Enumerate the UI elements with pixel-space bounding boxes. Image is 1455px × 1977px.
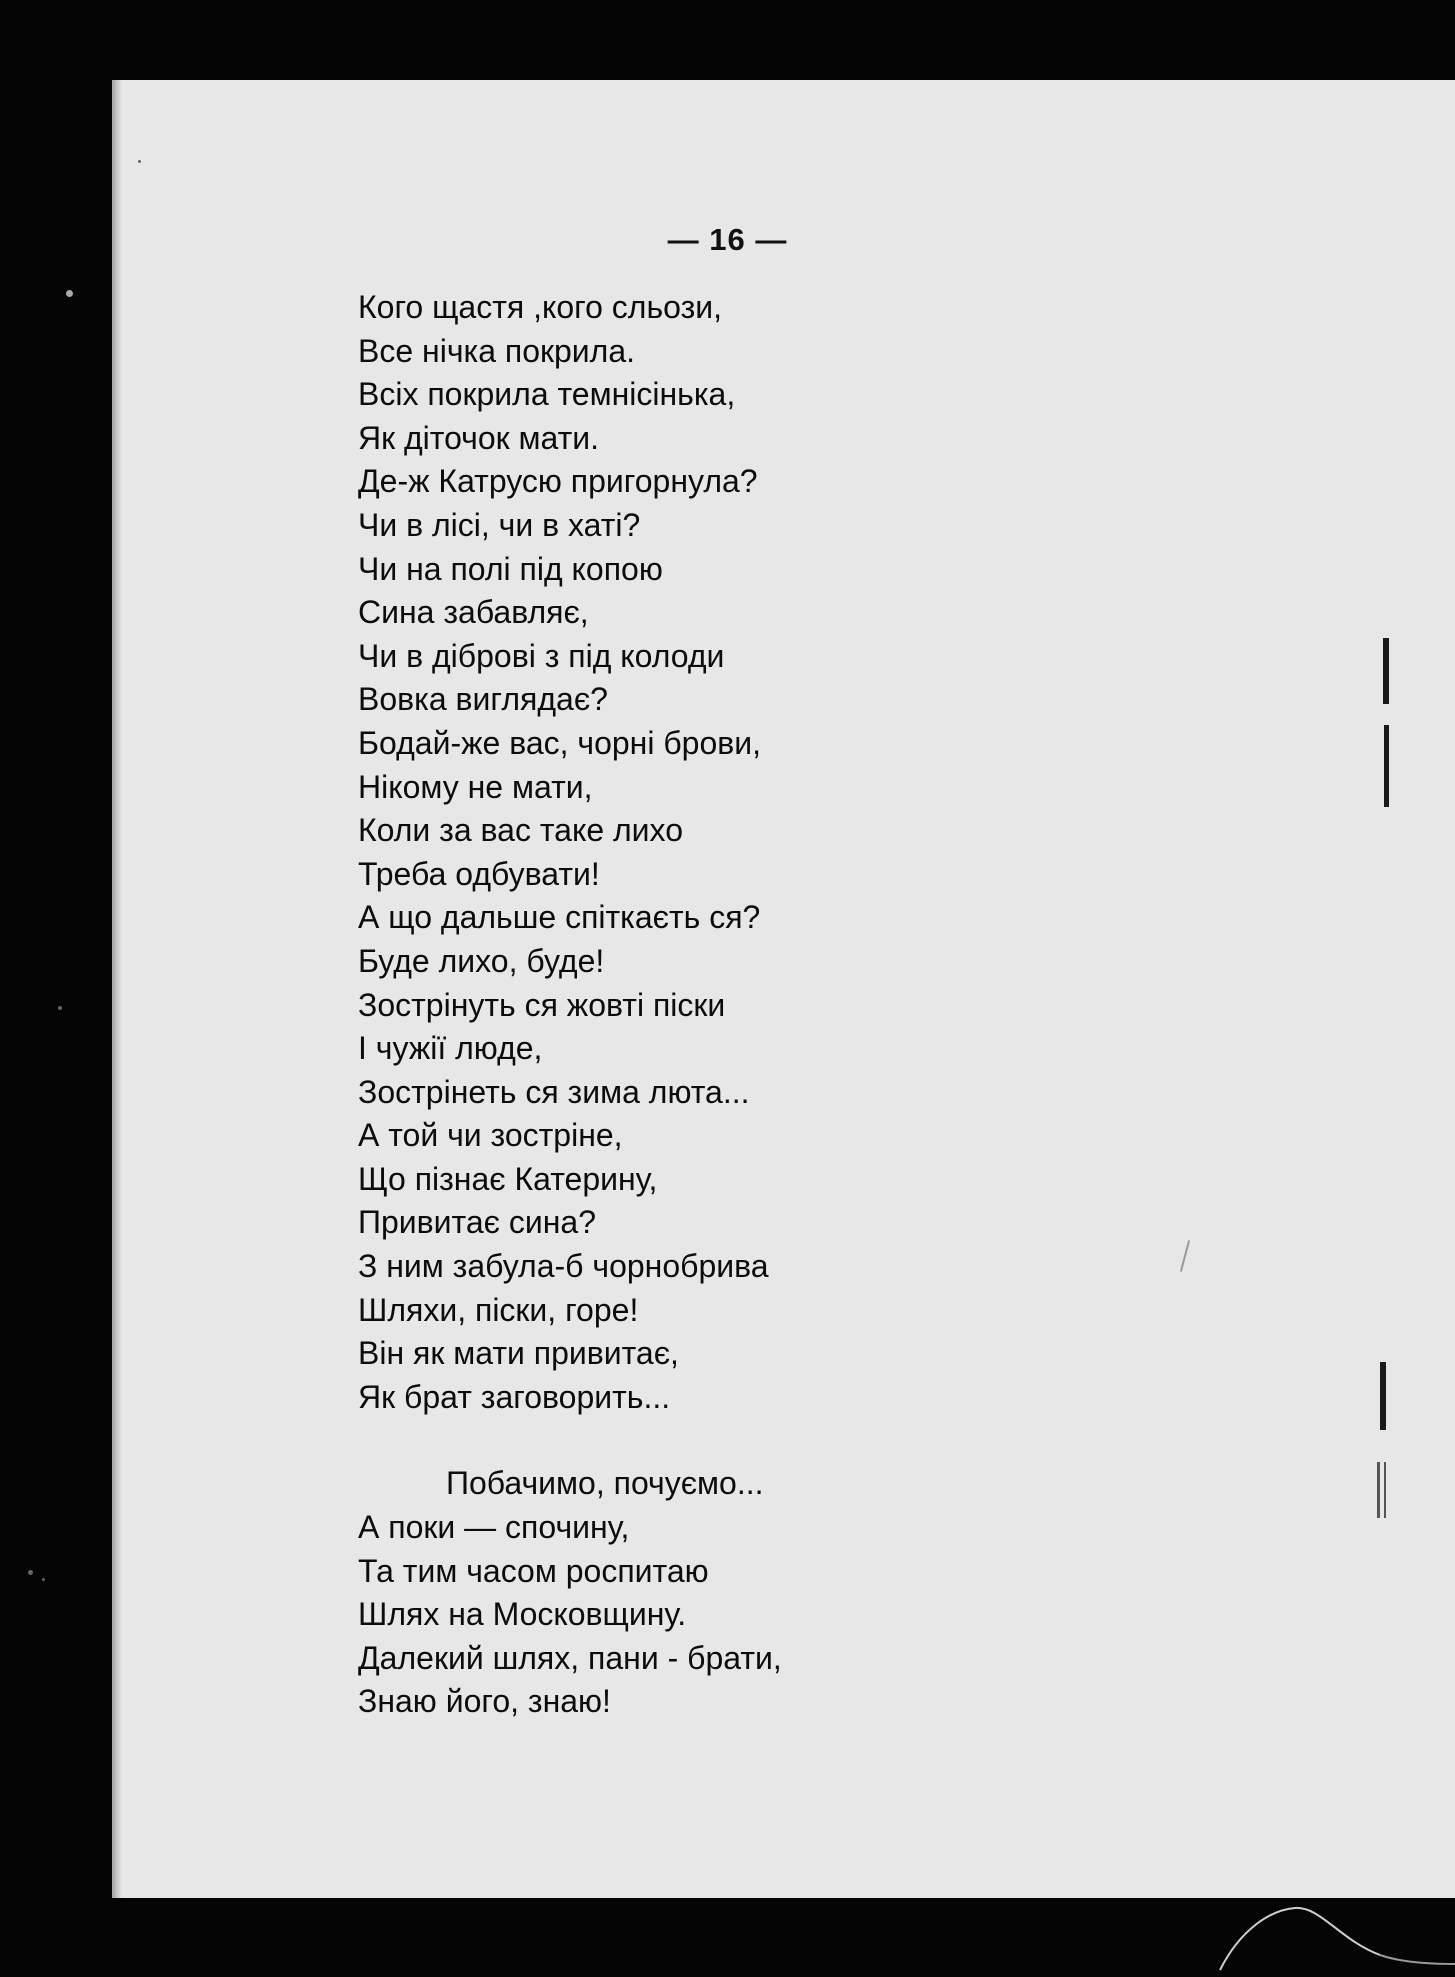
poem-line: Та тим часом роспитаю (358, 1552, 709, 1589)
poem-line: А той чи зостріне, (358, 1117, 623, 1154)
scan-artifact-mark (1377, 1462, 1380, 1518)
scan-artifact-mark (1380, 1362, 1386, 1430)
poem-line: Вовка виглядає? (358, 681, 608, 718)
poem-line: Чи на полі під копою (358, 550, 663, 587)
poem-line: Нікому не мати, (358, 768, 593, 805)
poem-line: Всіх покрила темнісінька, (358, 376, 736, 413)
scan-artifact-mark (1384, 725, 1389, 807)
scan-artifact-mark (1383, 638, 1389, 704)
poem-line: З ним забула-б чорнобрива (358, 1248, 769, 1285)
page-number: — 16 — (667, 222, 788, 257)
poem-text (358, 286, 978, 1724)
poem-line: Зострінуть ся жовті піски (358, 986, 726, 1023)
poem-line: Як брат заговорить... (358, 1378, 671, 1415)
poem-line: Коли за вас таке лихо (358, 812, 683, 849)
stanza-gap (358, 1419, 978, 1462)
binding-shadow (112, 80, 122, 1898)
dust-speck (42, 1578, 45, 1581)
poem-line: А поки — спочину, (358, 1509, 630, 1546)
poem-line: Привитає сина? (358, 1204, 596, 1241)
dust-speck (28, 1570, 33, 1575)
corner-scratch (1200, 1860, 1455, 1977)
poem-line: І чужії люде, (358, 1030, 543, 1067)
poem-line: Зострінеть ся зима люта... (358, 1073, 750, 1110)
poem-line: Чи в діброві з під колоди (358, 637, 725, 674)
dust-speck (66, 290, 73, 297)
poem-line: Шляхи, піски, горе! (358, 1291, 639, 1328)
poem-line: Буде лихо, буде! (358, 942, 605, 979)
poem-line: Побачимо, почуємо... (446, 1465, 764, 1502)
poem-line: Треба одбувати! (358, 855, 600, 892)
poem-line: Як діточок мати. (358, 419, 600, 456)
poem-line: Бодай-же вас, чорні брови, (358, 724, 762, 761)
poem-line: Що пізнає Катерину, (358, 1160, 658, 1197)
dust-speck (58, 1006, 62, 1010)
poem-line: Далекий шлях, пани - брати, (358, 1639, 782, 1676)
poem-line: Шлях на Московщину. (358, 1596, 687, 1633)
poem-line: Сина забавляє, (358, 594, 589, 631)
poem-line: А що дальше спіткаєть ся? (358, 899, 761, 936)
poem-line: Все нічка покрила. (358, 332, 636, 369)
scan-artifact-mark (1384, 1462, 1386, 1518)
poem-line: Знаю його, знаю! (358, 1683, 611, 1720)
dust-speck (138, 160, 141, 163)
poem-line: Де-ж Катрусю пригорнула? (358, 463, 758, 500)
poem-line: Чи в лісі, чи в хаті? (358, 506, 641, 543)
poem-line: Він як мати привитає, (358, 1335, 679, 1372)
poem-line: Кого щастя ,кого сльози, (358, 289, 723, 325)
